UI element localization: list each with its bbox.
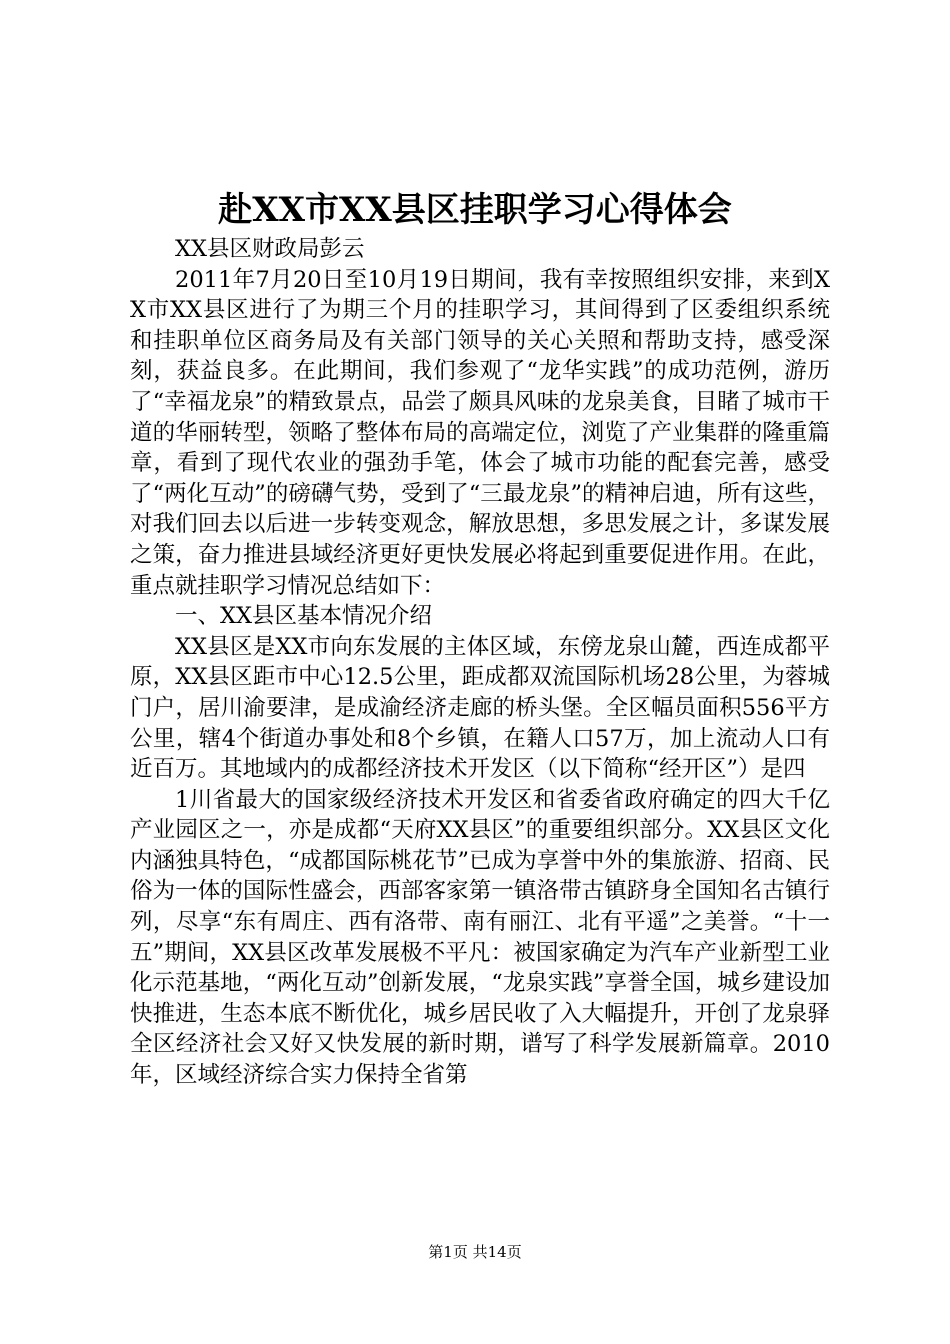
document-title: 赴XX市XX县区挂职学习心得体会 — [218, 190, 732, 230]
body-paragraph: 1川省最大的国家级经济技术开发区和省委省政府确定的四大千亿产业园区之一，亦是成都“天府XX县区”的重要组织部分。XX县区文化内涵独具特色，“成都国际桃花节”已成为享誉中外的集旅游、招商、民俗为一体的国际性盛会，西部客家第一镇洛带古镇跻身全国知名古镇行列，尽享“东有周庄、西有洛带、南有丽江、北有平遥”之美誉。“十一五”期间，XX县区改革发展极不平凡：被国家确定为汽车产业新型工业化示范基地，“两化互动”创新发展，“龙泉实践”享誉全国，城乡建设加快推进，生态本底不断优化，城乡居民收了入大幅提升，开创了龙泉驿全区经济社会又好又快发展的新时期，谱写了科学发展新篇章。2010年，区域经济综合实力保持全省第 — [130, 786, 830, 1089]
document-body — [130, 234, 830, 1091]
body-paragraph: XX县区是XX市向东发展的主体区域，东傍龙泉山麓，西连成都平原，XX县区距市中心12.5公里，距成都双流国际机场28公里，为蓉城门户，居川渝要津，是成渝经济走廊的桥头堡。全区幅员面积556平方公里，辖4个街道办事处和8个乡镇，在籍人口57万，加上流动人口有近百万。其地域内的成都经济技术开发区（以下简称“经开区”）是四 — [130, 633, 830, 783]
author-line: XX县区财政局彭云 — [175, 236, 365, 262]
intro-paragraph: 2011年7月20日至10月19日期间，我有幸按照组织安排，来到XX市XX县区进行了为期三个月的挂职学习，其间得到了区委组织系统和挂职单位区商务局及有关部门领导的关心关照和帮助支持，感受深刻，获益良多。在此期间，我们参观了“龙华实践”的成功范例，游历了“幸福龙泉”的精致景点，品尝了颇具风味的龙泉美食，目睹了城市干道的华丽转型，领略了整体布局的高端定位，浏览了产业集群的隆重篇章，看到了现代农业的强劲手笔，体会了城市功能的配套完善，感受了“两化互动”的磅礴气势，受到了“三最龙泉”的精神启迪，所有这些，对我们回去以后进一步转变观念，解放思想，多思发展之计，多谋发展之策，奋力推进县域经济更好更快发展必将起到重要促进作用。在此，重点就挂职学习情况总结如下： — [130, 266, 830, 599]
section-heading: 一、XX县区基本情况介绍 — [175, 603, 433, 630]
page-footer: 第1页 共14页 — [428, 1243, 522, 1261]
